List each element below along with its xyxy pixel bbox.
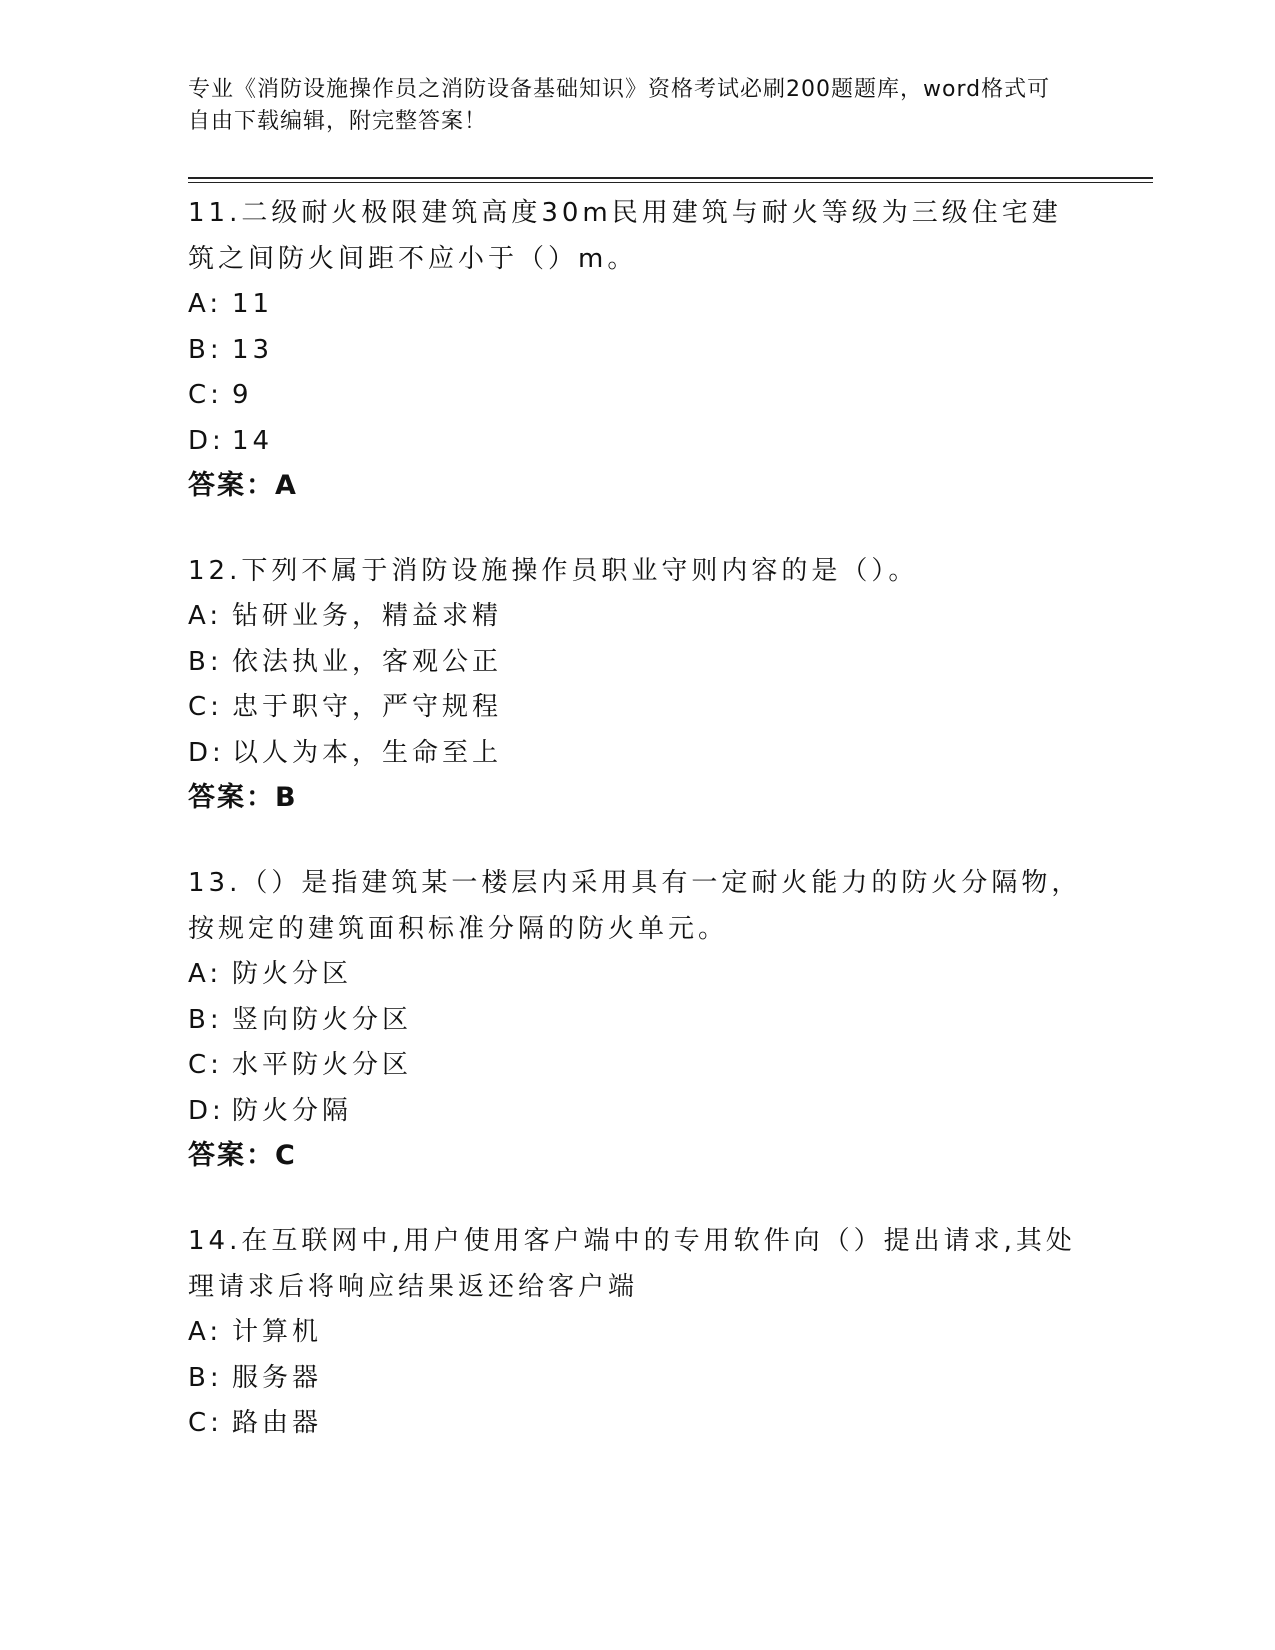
option-label: B: — [188, 1362, 223, 1393]
answer: 答案：C — [188, 1140, 297, 1171]
option-text: 服务器 — [232, 1362, 323, 1393]
question-text: 12.下列不属于消防设施操作员职业守则内容的是（）。 — [188, 556, 919, 586]
option-label: C: — [188, 692, 223, 722]
option-label: C: — [188, 1408, 223, 1438]
option-text: 14 — [232, 425, 274, 456]
option-d — [188, 419, 1088, 465]
option-text: 水平防火分区 — [232, 1050, 413, 1080]
option-label: B: — [188, 1004, 223, 1035]
option-a — [188, 952, 1088, 998]
option-label: A: — [188, 1317, 223, 1347]
option-label: A: — [188, 601, 223, 631]
option-text: 竖向防火分区 — [232, 1004, 413, 1035]
option-label: D: — [188, 1095, 225, 1126]
option-text: 钻研业务，精益求精 — [232, 601, 503, 631]
option-label: B: — [188, 646, 223, 677]
option-text: 13 — [232, 334, 274, 365]
option-d — [188, 731, 1088, 777]
question-text: 11.二级耐火极限建筑高度30m民用建筑与耐火等级为三级住宅建筑之间防火间距不应小于（）m。 — [188, 198, 1062, 274]
option-label: A: — [188, 959, 223, 989]
question-list — [188, 190, 1088, 1487]
option-c — [188, 685, 1088, 731]
option-a — [188, 1310, 1088, 1356]
answer: 答案：B — [188, 782, 298, 813]
document-header: 专业《消防设施操作员之消防设备基础知识》资格考试必刷200题题库，word格式可自由下载编辑，附完整答案！ — [188, 77, 1051, 134]
option-text: 路由器 — [232, 1408, 323, 1438]
option-c — [188, 1043, 1088, 1089]
option-label: C: — [188, 1050, 223, 1080]
header-divider-thin — [188, 182, 1153, 183]
option-label: D: — [188, 737, 225, 768]
question-14 — [188, 1218, 1088, 1447]
question-12 — [188, 548, 1088, 820]
option-text: 忠于职守，严守规程 — [232, 692, 503, 722]
header-divider-thick — [188, 177, 1153, 179]
question-text: 14.在互联网中,用户使用客户端中的专用软件向（）提出请求,其处理请求后将响应结果返还给客户端 — [188, 1226, 1076, 1302]
option-text: 防火分区 — [232, 959, 353, 989]
option-c — [188, 1401, 1088, 1447]
question-text: 13.（）是指建筑某一楼层内采用具有一定耐火能力的防火分隔物，按规定的建筑面积标准分隔的防火单元。 — [188, 868, 1082, 944]
option-label: C: — [188, 380, 223, 410]
option-label: A: — [188, 289, 223, 319]
option-b — [188, 1356, 1088, 1402]
answer: 答案：A — [188, 470, 298, 501]
option-a — [188, 594, 1088, 640]
option-text: 计算机 — [232, 1317, 323, 1347]
option-b — [188, 328, 1088, 374]
option-a — [188, 282, 1088, 328]
option-c — [188, 373, 1088, 419]
question-11 — [188, 190, 1088, 508]
option-b — [188, 640, 1088, 686]
option-text: 9 — [232, 380, 253, 410]
option-label: D: — [188, 425, 225, 456]
option-d — [188, 1089, 1088, 1135]
option-text: 依法执业，客观公正 — [232, 646, 503, 677]
option-b — [188, 998, 1088, 1044]
option-text: 11 — [232, 289, 274, 319]
option-label: B: — [188, 334, 223, 365]
option-text: 防火分隔 — [232, 1095, 353, 1126]
question-13 — [188, 860, 1088, 1178]
option-text: 以人为本，生命至上 — [232, 737, 503, 768]
